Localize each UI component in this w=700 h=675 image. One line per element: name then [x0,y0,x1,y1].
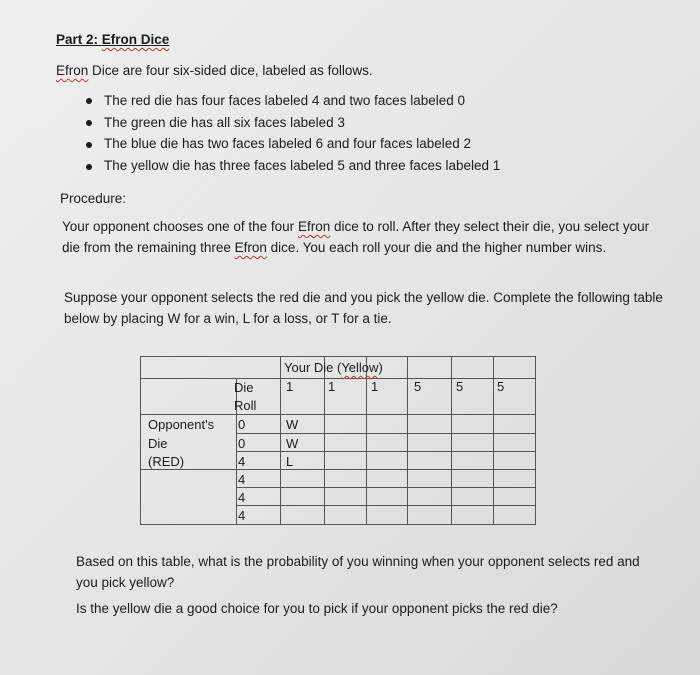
heading-title: Efron Dice [101,32,170,47]
result-cell: W [286,417,299,432]
bullet-dot [86,164,92,170]
row-label-opponent: Opponent's [148,417,215,432]
table-row-line [236,433,535,434]
table-col-line [324,357,325,524]
procedure-efron-2: Efron [234,240,267,255]
table-row-line [141,378,535,379]
bullet-dot [86,142,92,148]
roll-label: Roll [234,398,257,413]
yellow-face: 1 [286,379,294,394]
section-heading [56,31,169,49]
bullet-yellow-die: The yellow die has three faces labeled 5 and three faces labeled 1 [104,158,501,173]
outcome-table [140,356,536,525]
procedure-text-c: dice. You each roll your die and the higher number wins. [266,240,607,255]
procedure-label: Procedure: [60,191,127,206]
table-row-line [141,469,535,470]
table-col-line [407,357,408,524]
red-face: 4 [238,508,246,523]
bullet-dot [86,98,92,104]
yellow-face: 5 [456,379,464,394]
procedure-text-a: Your opponent chooses one of the four [62,219,298,234]
procedure-efron-1: Efron [297,219,331,234]
row-label-die: Die [148,436,168,451]
table-row-line [236,505,535,506]
row-label-red: (RED) [148,454,185,469]
table-col-line [366,357,367,524]
header-prefix: Your Die ( [284,360,342,375]
yellow-face: 1 [371,379,379,394]
table-row-line [141,414,535,415]
procedure-text-b: dice to roll. After they select their die, you select your die from the remaining three [62,219,650,255]
yellow-face: 1 [328,379,336,394]
intro-text [56,62,373,80]
question-good-choice: Is the yellow die a good choice for you to pick if your opponent picks the red die? [76,601,558,616]
bullet-dot [86,120,92,126]
suppose-paragraph: Suppose your opponent selects the red die and you pick the yellow die. Complete the following table below by placing W for a win, L for a loss, or T for a tie. [64,290,663,326]
intro-efron-word: Efron [56,63,89,78]
yellow-face: 5 [497,379,505,394]
red-face: 0 [238,417,246,432]
table-row-line [236,487,535,488]
table-col-line [451,357,452,524]
procedure-paragraph [62,216,662,258]
result-cell: L [286,454,294,469]
red-face: 0 [238,436,246,451]
heading-part: Part 2: [56,32,99,47]
yellow-face: 5 [414,379,422,394]
intro-rest: Dice are four six-sided dice, labeled as follows. [88,63,373,78]
red-face: 4 [238,472,246,487]
table-row-line [236,451,535,452]
red-face: 4 [238,454,246,469]
bullet-blue-die: The blue die has two faces labeled 6 and four faces labeled 2 [104,136,471,151]
result-cell: W [286,436,299,451]
die-label: Die [234,380,254,395]
bullet-red-die: The red die has four faces labeled 4 and two faces labeled 0 [104,93,465,108]
table-col-line [280,357,281,524]
red-face: 4 [238,490,246,505]
question-probability: Based on this table, what is the probability of you winning when your opponent selects red and you pick yellow? [76,554,640,590]
header-yellow: Yellow [341,360,379,375]
table-header [284,360,383,376]
table-col-line [493,357,494,524]
bullet-green-die: The green die has all six faces labeled 3 [104,115,345,130]
header-suffix: ) [378,360,383,375]
